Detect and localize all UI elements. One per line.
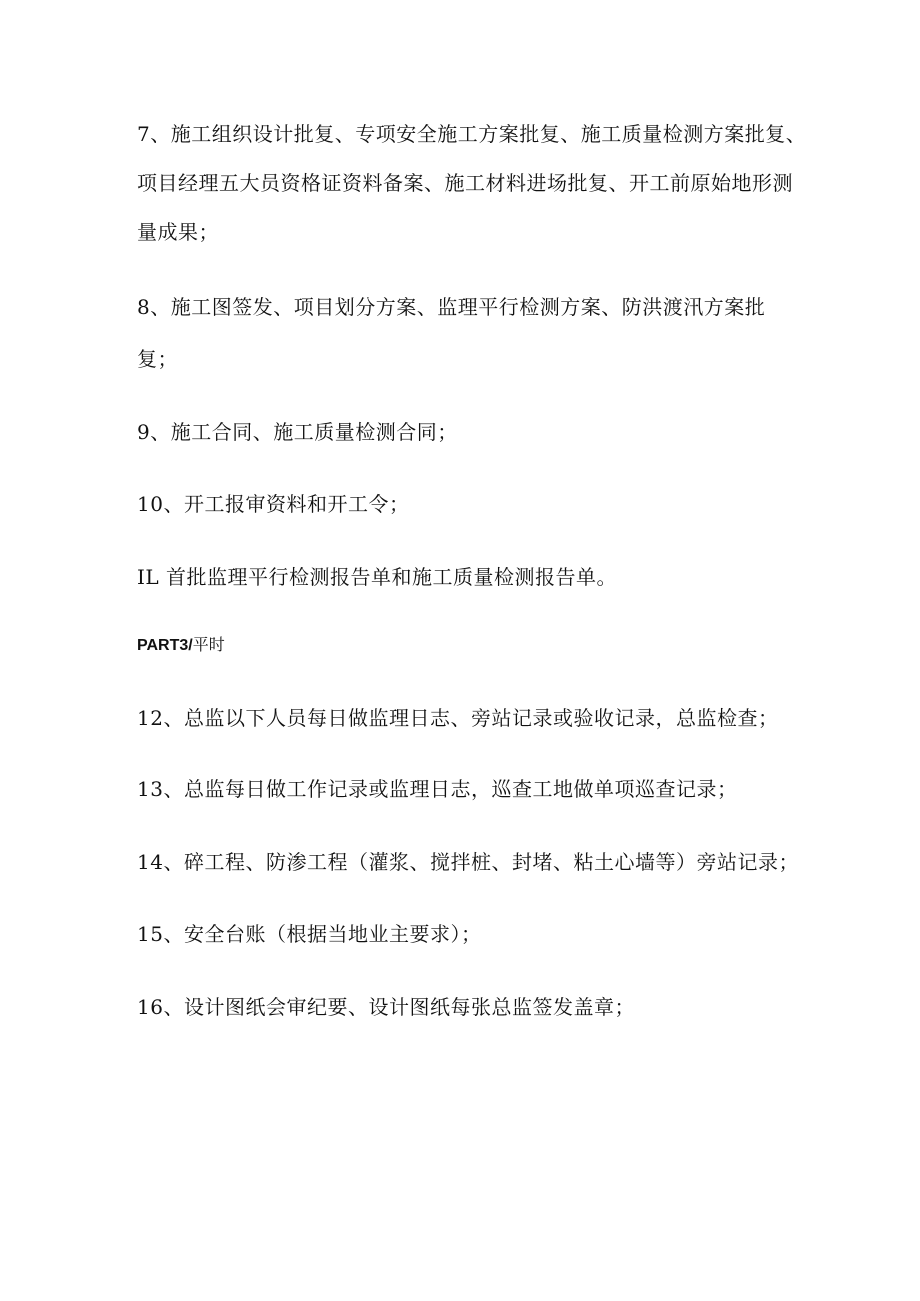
item-11: IL 首批监理平行检测报告单和施工质量检测报告单。 [137, 565, 618, 589]
item-8-line-2: 复； [137, 347, 178, 371]
item-15: 15、安全台账（根据当地业主要求）； [137, 922, 482, 946]
item-8-line-1: 8、施工图签发、项目划分方案、监理平行检测方案、防洪渡汛方案批 [137, 295, 766, 319]
item-16: 16、设计图纸会审纪要、设计图纸每张总监签发盖章； [137, 995, 635, 1019]
item-7-line-3: 量成果； [137, 220, 219, 244]
item-7-line-1: 7、施工组织设计批复、专项安全施工方案批复、施工质量检测方案批复、 [137, 122, 807, 146]
item-10: 10、开工报审资料和开工令； [137, 492, 410, 516]
section-label: PART3/ [137, 637, 193, 654]
section-title: 平时 [192, 637, 225, 654]
item-14: 14、碎工程、防渗工程（灌浆、搅拌桩、封堵、粘土心墙等）旁站记录； [137, 850, 799, 874]
item-7-line-2: 项目经理五大员资格证资料备案、施工材料进场批复、开工前原始地形测 [137, 171, 793, 195]
item-13: 13、总监每日做工作记录或监理日志，巡查工地做单项巡查记录； [137, 777, 738, 801]
item-9: 9、施工合同、施工质量检测合同； [137, 420, 458, 444]
item-12: 12、总监以下人员每日做监理日志、旁站记录或验收记录，总监检查； [137, 706, 779, 730]
section-heading [137, 636, 225, 656]
